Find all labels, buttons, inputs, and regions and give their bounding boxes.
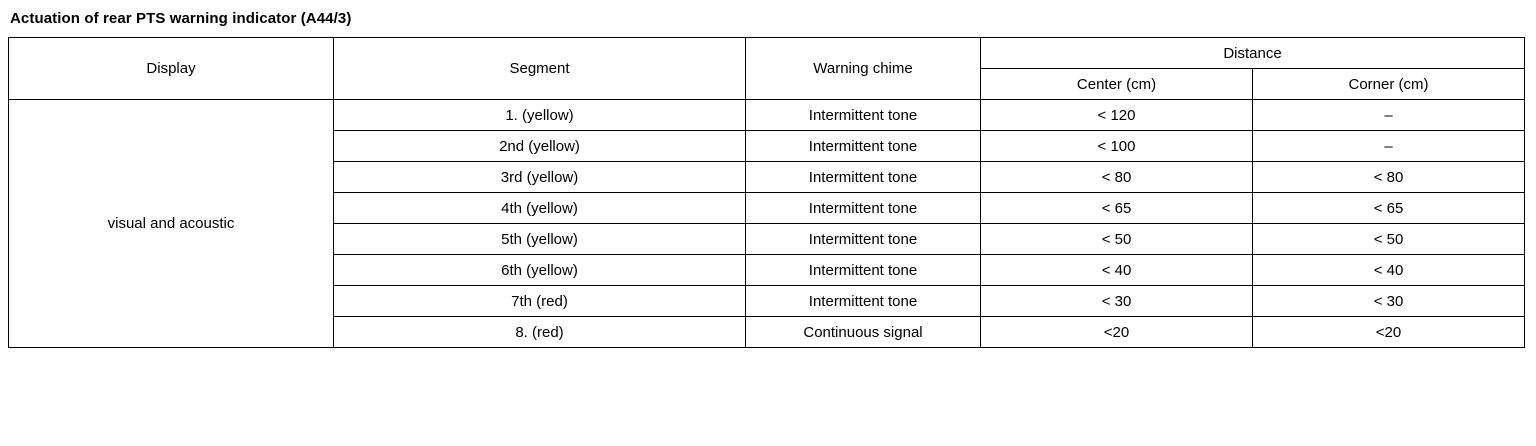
cell-segment: 7th (red) <box>334 286 746 317</box>
cell-corner: < 40 <box>1253 255 1525 286</box>
cell-display-value: visual and acoustic <box>9 100 334 348</box>
cell-center: < 50 <box>981 224 1253 255</box>
header-warning-chime: Warning chime <box>746 38 981 100</box>
cell-segment: 4th (yellow) <box>334 193 746 224</box>
cell-corner: <20 <box>1253 317 1525 348</box>
header-corner: Corner (cm) <box>1253 69 1525 100</box>
cell-chime: Intermittent tone <box>746 131 981 162</box>
cell-center: < 80 <box>981 162 1253 193</box>
cell-chime: Intermittent tone <box>746 255 981 286</box>
cell-segment: 3rd (yellow) <box>334 162 746 193</box>
cell-center: <20 <box>981 317 1253 348</box>
cell-center: < 30 <box>981 286 1253 317</box>
cell-chime: Intermittent tone <box>746 193 981 224</box>
cell-corner: – <box>1253 131 1525 162</box>
cell-corner: < 65 <box>1253 193 1525 224</box>
cell-segment: 6th (yellow) <box>334 255 746 286</box>
cell-corner: < 80 <box>1253 162 1525 193</box>
cell-corner: < 30 <box>1253 286 1525 317</box>
cell-center: < 65 <box>981 193 1253 224</box>
cell-segment: 8. (red) <box>334 317 746 348</box>
table-row <box>9 100 1525 131</box>
header-center: Center (cm) <box>981 69 1253 100</box>
pts-warning-table <box>8 37 1525 348</box>
cell-chime: Intermittent tone <box>746 162 981 193</box>
cell-segment: 2nd (yellow) <box>334 131 746 162</box>
cell-chime: Continuous signal <box>746 317 981 348</box>
cell-chime: Intermittent tone <box>746 224 981 255</box>
cell-segment: 1. (yellow) <box>334 100 746 131</box>
cell-center: < 40 <box>981 255 1253 286</box>
table-header-row-1 <box>9 38 1525 69</box>
header-display: Display <box>9 38 334 100</box>
cell-segment: 5th (yellow) <box>334 224 746 255</box>
header-distance: Distance <box>981 38 1525 69</box>
cell-center: < 100 <box>981 131 1253 162</box>
cell-chime: Intermittent tone <box>746 100 981 131</box>
cell-chime: Intermittent tone <box>746 286 981 317</box>
page-title: Actuation of rear PTS warning indicator (A44/3) <box>10 10 352 27</box>
cell-center: < 120 <box>981 100 1253 131</box>
cell-corner: – <box>1253 100 1525 131</box>
header-segment: Segment <box>334 38 746 100</box>
cell-corner: < 50 <box>1253 224 1525 255</box>
